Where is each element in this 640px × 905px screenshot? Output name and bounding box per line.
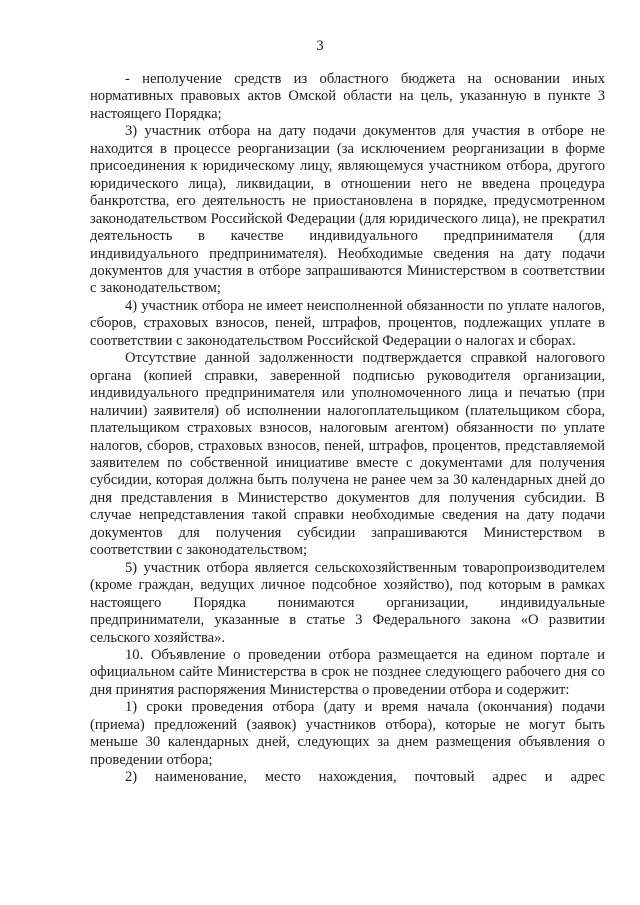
paragraph-condition-no-funds: - неполучение средств из областного бюджета на основании иных нормативных правовых актов Омской области на цель, указанную в пункте 3 настоящего Порядка; (90, 71, 605, 122)
paragraph-item-10-announcement: 10. Объявление о проведении отбора размещается на едином портале и официальном сайте Министерства в срок не позднее следующего рабочего дня со дня принятия распоряжения Министерства о проведении отбора и содержит: (90, 646, 605, 698)
paragraph-condition-5-agricultural-producer: 5) участник отбора является сельскохозяйственным товаропроизводителем (кроме граждан, ведущих личное подсобное хозяйство), под которым в рамках настоящего Порядка понимаются организации, индивидуальные предприниматели, указанные в статье 3 Федерального закона «О развитии сельского хозяйства». (90, 559, 605, 646)
paragraph-condition-3-no-reorganization: 3) участник отбора на дату подачи документов для участия в отборе не находится в процессе реорганизации (за исключением реорганизации в форме присоединения к юридическому лицу, являющемуся участником отбора, другого юридического лица), ликвидации, в отношении него не введена процедура банкротства, его деятельность не приостановлена в порядке, предусмотренном законодательством Российской Федерации (для юридического лица), не прекратил деятельность в качестве индивидуального предпринимателя (для индивидуального предпринимателя). Необходимые сведения на дату подачи документов для участия в отборе запрашиваются Министерством в соответствии с законодательством; (90, 123, 605, 297)
document-body (90, 71, 605, 787)
paragraph-announcement-1-deadlines: 1) сроки проведения отбора (дату и время начала (окончания) подачи (приема) предложений (заявок) участников отбора), которые не могут быть меньше 30 календарных дней, следующих за днем размещения объявления о проведении отбора; (90, 699, 605, 768)
page-number: 3 (316, 38, 324, 54)
paragraph-condition-4-no-tax-debt: 4) участник отбора не имеет неисполненной обязанности по уплате налогов, сборов, страховых взносов, пеней, штрафов, процентов, подлежащих уплате в соответствии с законодательством Российской Федерации о налогах и сборах. (90, 297, 605, 349)
paragraph-announcement-2-name-address: 2) наименование, место нахождения, почтовый адрес и адрес (125, 769, 605, 786)
paragraph-tax-certificate: Отсутствие данной задолженности подтверждается справкой налогового органа (копией справки, заверенной подписью руководителя организации, индивидуального предпринимателя или уполномоченного лица и печатью (при наличии) заявителя) об исполнении налогоплательщиком (плательщиком сбора, плательщиком страховых взносов, налоговым агентом) обязанности по уплате налогов, сборов, страховых взносов, пеней, штрафов, процентов, представляемой заявителем по собственной инициативе вместе с документами для получения субсидии, которая должна быть получена не ранее чем за 30 календарных дней до дня представления в Министерство документов для получения субсидии. В случае непредставления такой справки необходимые сведения на дату подачи документов для получения субсидии запрашиваются Министерством в соответствии с законодательством; (90, 350, 605, 559)
